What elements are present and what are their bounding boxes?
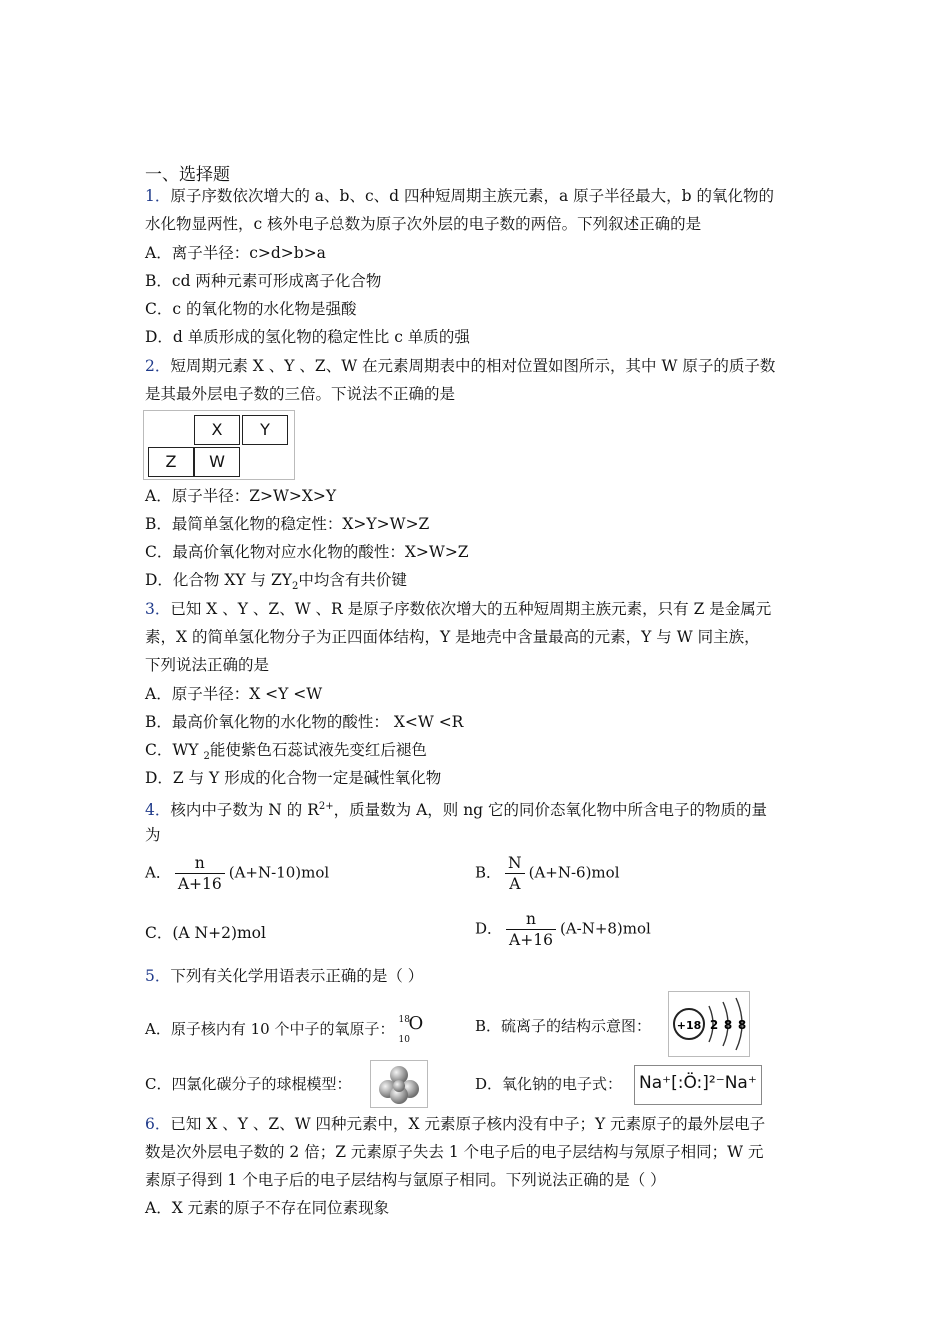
q3-line3: 下列说法正确的是: [145, 656, 270, 674]
q3-option-d: D．Z 与 Y 形成的化合物一定是碱性氧化物: [145, 769, 442, 787]
q2-option-b: B．最简单氢化物的稳定性：X>Y>W>Z: [145, 515, 430, 533]
sulfur-ion-diagram: [668, 991, 750, 1057]
q4-b-fraction: [505, 853, 525, 894]
q6-option-a: A．X 元素的原子不存在同位素现象: [145, 1199, 390, 1217]
q5-text-1: 下列有关化学用语表示正确的是（ ）: [170, 967, 424, 985]
q3-c-text: C．WY: [145, 741, 204, 759]
q2-d-tail: 中均含有共价键: [298, 571, 407, 589]
q4-option-b: [475, 853, 620, 894]
sodium-oxide-electron-formula: [634, 1065, 762, 1105]
electron-formula-text: Na⁺[:Ö:]²⁻Na⁺: [639, 1073, 757, 1093]
q4-number: 4．: [145, 801, 171, 820]
q4-a-denominator: A+16: [175, 873, 225, 894]
q5-option-d: D．氧化钠的电子式：: [475, 1075, 623, 1093]
q4-line2: 为: [145, 826, 161, 844]
q6-line1: [145, 1114, 765, 1134]
q4-d-label: D．: [475, 919, 503, 938]
q5-option-a: [145, 1013, 424, 1047]
q3-option-a: A．原子半径：X <Y <W: [145, 685, 323, 703]
isotope-atomic-number: 10: [398, 1035, 410, 1045]
shell-3-electrons: 8: [737, 1018, 747, 1032]
q4-text-1: 核内中子数为 N 的 R: [170, 801, 319, 820]
q3-line1: [145, 599, 771, 619]
shell-2-electrons: 8: [723, 1018, 733, 1032]
q2-line2: 是其最外层电子数的三倍。下说法不正确的是: [145, 385, 456, 403]
cell-x: X: [194, 415, 240, 445]
q1-line1: [145, 186, 774, 206]
ion-structure-icon: [669, 992, 749, 1056]
ccl4-ball-stick-model: [370, 1060, 428, 1108]
shell-1-electrons: 2: [709, 1018, 719, 1032]
q3-c-tail: 能使紫色石蕊试液先变红后褪色: [209, 741, 427, 759]
q6-line3: 素原子得到 1 个电子后的电子层结构与氩原子相同。下列说法正确的是（ ）: [145, 1171, 666, 1189]
q3-option-c: [145, 740, 427, 767]
q2-option-a: A．原子半径：Z>W>X>Y: [145, 487, 337, 505]
oxygen-isotope-symbol: [398, 1013, 424, 1047]
q4-charge: 2+: [318, 801, 334, 812]
q4-option-d: [475, 909, 651, 950]
q6-text-1: 已知 X 、Y 、Z、W 四种元素中，X 元素原子核内没有中子；Y 元素原子的最外层电子: [170, 1115, 766, 1133]
q2-number: 2．: [145, 357, 171, 375]
q4-line1: [145, 797, 767, 820]
q2-text-1: 短周期元素 X 、Y 、Z、W 在元素周期表中的相对位置如图所示，其中 W 原子的质子数: [170, 357, 776, 375]
cell-w: W: [194, 447, 240, 477]
q4-a-numerator: n: [194, 854, 205, 872]
q5-option-b: B．硫离子的结构示意图：: [475, 1017, 652, 1035]
cell-z: Z: [148, 447, 194, 477]
q2-line1: [145, 356, 775, 376]
q2-d-text: D．化合物 XY 与 ZY: [145, 571, 292, 589]
q4-b-numerator: N: [508, 854, 522, 872]
q4-text-2: ，质量数为 A，则 ng 它的同价态氧化物中所含电子的物质的量: [333, 801, 768, 820]
q1-number: 1．: [145, 187, 171, 205]
isotope-element: O: [408, 1013, 424, 1034]
section-title: 一、选择题: [145, 165, 230, 185]
q2-option-c: C．最高价氧化物对应水化物的酸性：X>W>Z: [145, 543, 469, 561]
q2-option-d: [145, 570, 407, 597]
q1-line2: 水化物显两性，c 核外电子总数为原子次外层的电子数的两倍。下列叙述正确的是: [145, 215, 702, 233]
q4-b-label: B．: [475, 863, 502, 882]
q4-d-numerator: n: [525, 910, 536, 928]
q3-c-subscript: 2: [203, 751, 210, 763]
q3-number: 3．: [145, 600, 171, 618]
q2-d-subscript: 2: [291, 581, 299, 593]
q6-line2: 数是次外层电子数的 2 倍；Z 元素原子失去 1 个电子后的电子层结构与氖原子相同；W 元: [145, 1143, 764, 1161]
q6-number: 6．: [145, 1115, 171, 1133]
q1-text-1: 原子序数依次增大的 a、b、c、d 四种短周期主族元素，a 原子半径最大，b 的氧化物的: [170, 187, 775, 205]
molecule-model-icon: [371, 1061, 427, 1107]
q4-option-c: C．(A N+2)mol: [145, 924, 266, 942]
q5-a-text: A．原子核内有 10 个中子的氧原子：: [145, 1020, 395, 1038]
q4-a-tail: (A+N-10)mol: [228, 863, 330, 882]
nucleus-charge: +18: [676, 1019, 702, 1032]
q5-line1: [145, 966, 423, 986]
q4-b-denominator: A: [505, 873, 525, 894]
q3-line2: 素，X 的简单氢化物分子为正四面体结构，Y 是地壳中含量最高的元素，Y 与 W 同主族，: [145, 628, 760, 646]
q4-d-tail: (A-N+8)mol: [559, 919, 651, 938]
q4-a-label: A．: [145, 863, 171, 882]
q4-d-fraction: [506, 909, 556, 950]
isotope-mass-number: 18: [398, 1015, 410, 1025]
q4-a-fraction: [175, 853, 225, 894]
q4-b-tail: (A+N-6)mol: [528, 863, 620, 882]
q1-option-d: D．d 单质形成的氢化物的稳定性比 c 单质的强: [145, 328, 470, 346]
cell-y: Y: [242, 415, 288, 445]
q5-option-c: C．四氯化碳分子的球棍模型：: [145, 1075, 352, 1093]
q3-text-1: 已知 X 、Y 、Z、W 、R 是原子序数依次增大的五种短周期主族元素，只有 Z 是金属元: [170, 600, 772, 618]
q3-option-b: B．最高价氧化物的水化物的酸性： X<W <R: [145, 713, 464, 731]
q1-option-c: C．c 的氧化物的水化物是强酸: [145, 300, 357, 318]
q1-option-b: B．cd 两种元素可形成离子化合物: [145, 272, 382, 290]
q4-option-a: [145, 853, 329, 894]
q4-d-denominator: A+16: [506, 929, 556, 950]
q5-number: 5．: [145, 967, 171, 985]
q1-option-a: A．离子半径：c>d>b>a: [145, 244, 326, 262]
periodic-table-figure: [143, 410, 295, 480]
